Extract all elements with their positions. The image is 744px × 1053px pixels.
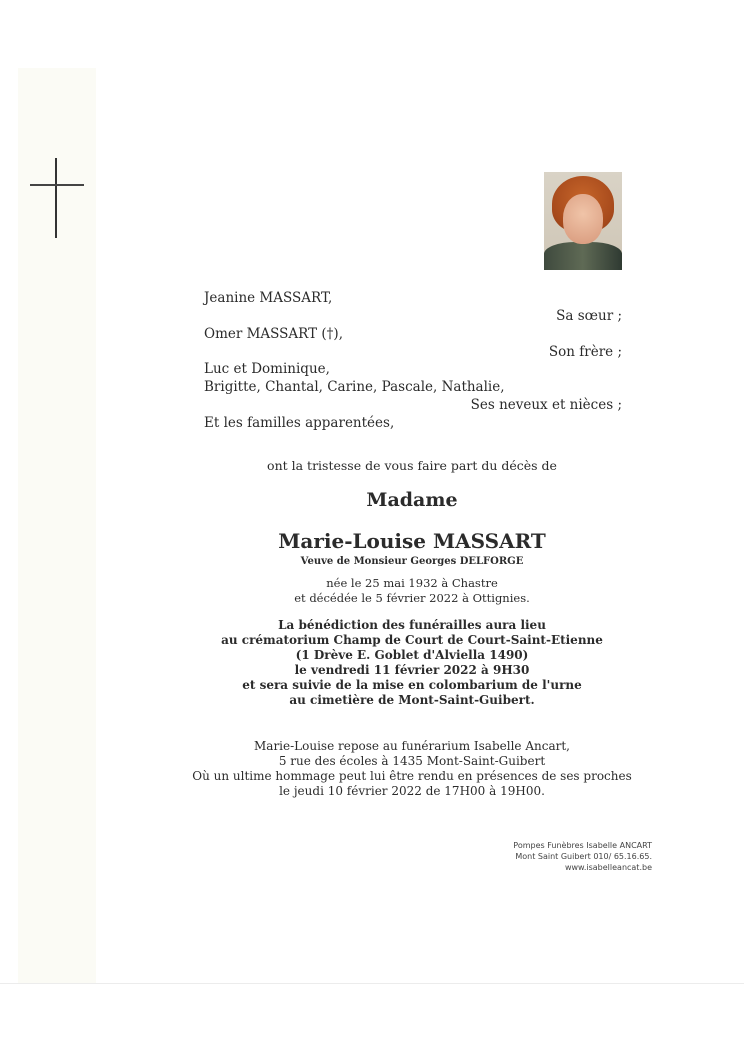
funeral-home-website: www.isabelleancat.be — [564, 863, 652, 872]
page-bottom-edge — [0, 983, 744, 984]
ceremony-line-3: (1 Drève E. Goblet d'Alviella 1490) — [295, 648, 529, 662]
funeral-home-phone: Mont Saint Guibert 010/ 65.16.65. — [515, 852, 652, 861]
cross-icon — [30, 158, 86, 240]
family-relation-2: Son frère ; — [548, 344, 622, 360]
ceremony-line-4: le vendredi 11 février 2022 à 9H30 — [294, 663, 530, 677]
family-name-4: Et les familles apparentées, — [204, 415, 395, 431]
widow-of: Veuve de Monsieur Georges DELFORGE — [300, 556, 524, 567]
salutation: Madame — [366, 489, 458, 511]
funeral-home-name: Pompes Funèbres Isabelle ANCART — [513, 841, 652, 850]
ceremony-line-1: La bénédiction des funérailles aura lieu — [278, 618, 546, 632]
family-name-2: Omer MASSART (†), — [204, 326, 343, 342]
family-relation-1: Sa sœur ; — [556, 308, 622, 324]
ceremony-line-5: et sera suivie de la mise en colombarium de l'urne — [242, 678, 582, 692]
resting-line-1: Marie-Louise repose au funérarium Isabelle Ancart, — [254, 739, 570, 753]
birth-info: née le 25 mai 1932 à Chastre — [326, 576, 498, 590]
announcement-text: ont la tristesse de vous faire part du décès de — [267, 458, 557, 473]
family-name-1: Jeanine MASSART, — [204, 290, 333, 306]
resting-line-2: 5 rue des écoles à 1435 Mont-Saint-Guibert — [278, 754, 546, 768]
ceremony-line-6: au cimetière de Mont-Saint-Guibert. — [289, 693, 535, 707]
death-info: et décédée le 5 février 2022 à Ottignies. — [294, 591, 530, 605]
ceremony-line-2: au crématorium Champ de Court de Court-Saint-Etienne — [221, 633, 603, 647]
deceased-name: Marie-Louise MASSART — [278, 529, 546, 553]
resting-line-4: le jeudi 10 février 2022 de 17H00 à 19H00. — [279, 784, 545, 798]
family-name-3: Luc et Dominique, — [204, 361, 330, 377]
family-relation-3: Ses neveux et nièces ; — [470, 397, 622, 413]
resting-line-3: Où un ultime hommage peut lui être rendu en présences de ses proches — [192, 769, 632, 783]
portrait-photo — [544, 172, 622, 270]
family-name-3b: Brigitte, Chantal, Carine, Pascale, Nathalie, — [204, 379, 505, 395]
